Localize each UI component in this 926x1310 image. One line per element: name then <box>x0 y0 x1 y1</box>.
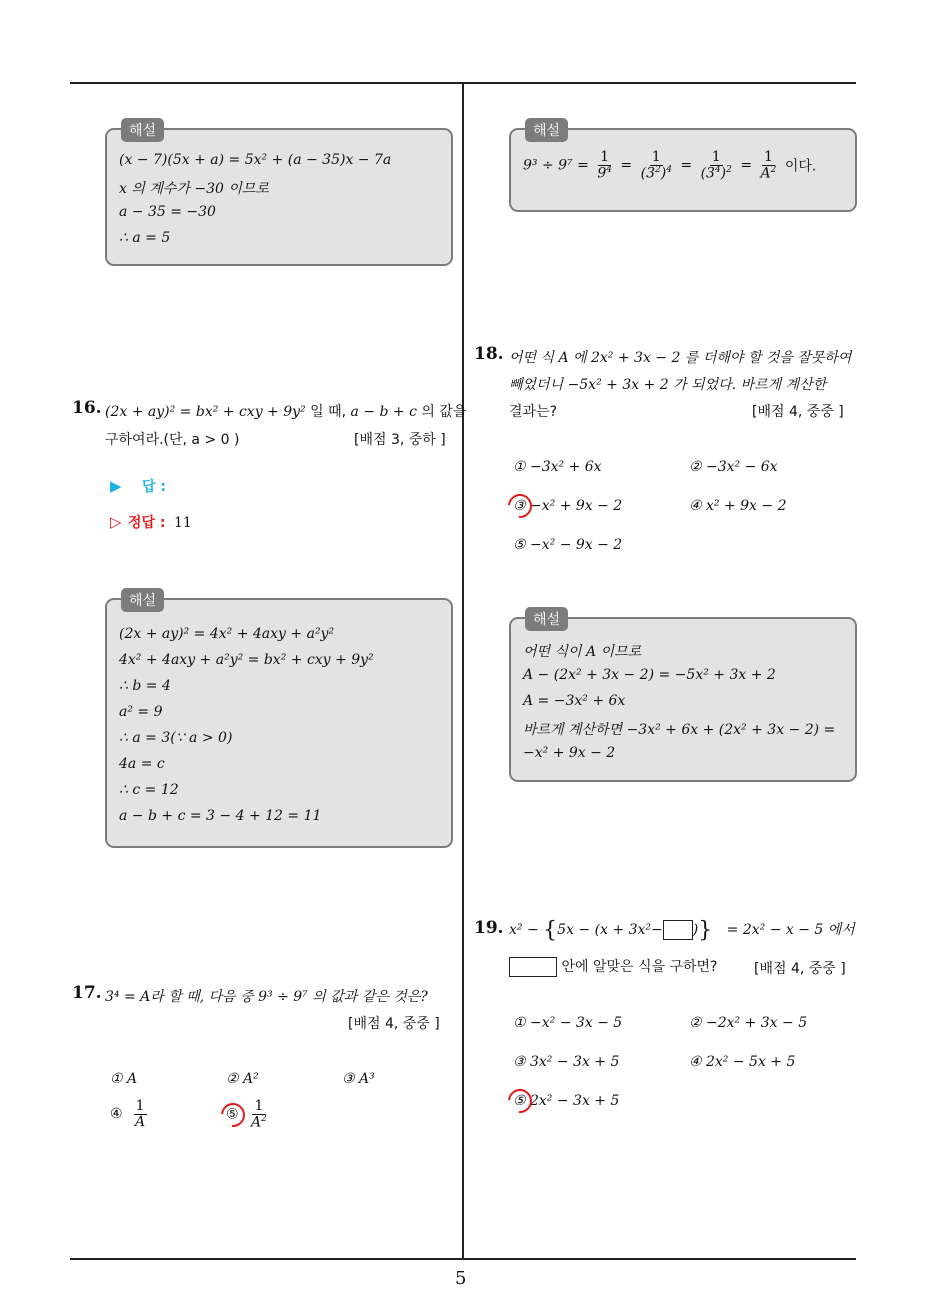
blank-box <box>663 920 693 940</box>
selected-answer-circle <box>503 1084 537 1118</box>
solution-box-15 <box>105 123 453 266</box>
solution-line: 어떤 식이 A 이므로 <box>523 644 642 660</box>
solution-box-17 <box>509 123 857 212</box>
bottom-rule <box>70 1258 856 1260</box>
question-text-line1: x² − {5x − (x + 3x²− )} = 2x² − x − 5 에서 <box>509 918 855 943</box>
play-icon: ▶ <box>110 477 122 495</box>
points-label: [배점 3, 중하 ] <box>354 432 446 448</box>
solution-line: (2x + ay)² = 4x² + 4axy + a²y² <box>119 626 335 642</box>
solution-line: a − b + c = 3 − 4 + 12 = 11 <box>119 808 322 824</box>
fraction-1-over-A: $\frac{1}{A}$ <box>135 1098 146 1130</box>
question-number: 16. <box>72 398 102 418</box>
solution-line: (x − 7)(5x + a) = 5x² + (a − 35)x − 7a <box>119 152 392 168</box>
blank-box <box>509 957 557 977</box>
solution-line: −x² + 9x − 2 <box>523 745 616 761</box>
answer-label: 답 : <box>142 479 166 495</box>
selected-answer-circle <box>503 489 537 523</box>
solution-line: 4x² + 4axy + a²y² = bx² + cxy + 9y² <box>119 652 374 668</box>
triangle-outline-icon: ▷ <box>110 513 122 531</box>
question-number: 17. <box>72 983 102 1003</box>
answer-row <box>110 476 166 496</box>
choice-4[interactable]: ④ $\frac{1}{A}$ <box>110 1098 146 1130</box>
solution-line: a² = 9 <box>119 704 163 720</box>
solution-tag: 해설 <box>121 588 164 612</box>
solution-line: ∴ b = 4 <box>119 678 171 694</box>
choice-2[interactable]: ② −3x² − 6x <box>689 459 778 475</box>
solution-line: 바르게 계산하면 −3x² + 6x + (2x² + 3x − 2) = <box>523 722 836 738</box>
correct-answer-label: 정답 : <box>128 515 166 531</box>
solution-line: A − (2x² + 3x − 2) = −5x² + 3x + 2 <box>523 667 776 683</box>
choice-5[interactable]: ⑤ 2x² − 3x + 5 <box>513 1093 620 1109</box>
solution-line: 4a = c <box>119 756 165 772</box>
choice-5[interactable]: ⑤ −x² − 9x − 2 <box>513 537 623 553</box>
question-text-line2: 구하여라.(단, a > 0 ) <box>105 432 240 448</box>
choice-2[interactable]: ② −2x² + 3x − 5 <box>689 1015 808 1031</box>
correct-answer-row <box>110 512 192 532</box>
solution-tag: 해설 <box>525 607 568 631</box>
choice-1[interactable]: ① −x² − 3x − 5 <box>513 1015 623 1031</box>
question-text: (2x + ay)² = bx² + cxy + 9y² 일 때, a − b + c 의 값을 <box>105 404 467 420</box>
solution-line: x 의 계수가 −30 이므로 <box>119 181 269 197</box>
choice-2[interactable]: ② A² <box>226 1071 259 1087</box>
question-text-line2: 안에 알맞은 식을 구하면? <box>509 956 717 977</box>
solution-tag: 해설 <box>525 118 568 142</box>
correct-answer-value: 11 <box>173 515 192 531</box>
solution-line: ∴ c = 12 <box>119 782 179 798</box>
choice-3[interactable]: ③ −x² + 9x − 2 <box>513 498 623 514</box>
choice-4[interactable]: ④ 2x² − 5x + 5 <box>689 1054 796 1070</box>
question-text-line3: 결과는? <box>509 404 558 420</box>
points-label: [배점 4, 중중 ] <box>752 404 844 420</box>
solution-box-16 <box>105 593 453 848</box>
solution-equation: 9³ ÷ 9⁷ = $\frac{1}{9^4}$ = $\frac{1}{(3^2)^4}$ = $\frac{1}{(3^4)^2}$ = $\frac{1}{A^2}$ 이다. <box>523 149 817 182</box>
solution-tag: 해설 <box>121 118 164 142</box>
choice-3[interactable]: ③ 3x² − 3x + 5 <box>513 1054 620 1070</box>
choice-1[interactable]: ① −3x² + 6x <box>513 459 602 475</box>
choice-5[interactable]: ⑤ $\frac{1}{A^2}$ <box>226 1098 267 1131</box>
question-text-line1: 어떤 식 A 에 2x² + 3x − 2 를 더해야 할 것을 잘못하여 <box>509 350 852 366</box>
choice-4[interactable]: ④ x² + 9x − 2 <box>689 498 787 514</box>
choice-1[interactable]: ① A <box>110 1071 138 1087</box>
solution-line: ∴ a = 5 <box>119 230 171 246</box>
points-label: [배점 4, 중중 ] <box>348 1016 440 1032</box>
question-number: 19. <box>474 918 504 938</box>
column-divider <box>462 84 464 1259</box>
page-number: 5 <box>455 1268 467 1289</box>
solution-line: a − 35 = −30 <box>119 204 216 220</box>
solution-line: ∴ a = 3(∵ a > 0) <box>119 730 233 746</box>
fraction-1-over-A-squared: $\frac{1}{A^2}$ <box>251 1098 267 1131</box>
solution-box-18 <box>509 612 857 782</box>
question-text: 3⁴ = A라 할 때, 다음 중 9³ ÷ 9⁷ 의 값과 같은 것은? <box>105 989 428 1005</box>
question-number: 18. <box>474 344 504 364</box>
choice-3[interactable]: ③ A³ <box>342 1071 375 1087</box>
question-text-line2: 빼었더니 −5x² + 3x + 2 가 되었다. 바르게 계산한 <box>509 377 827 393</box>
points-label: [배점 4, 중중 ] <box>754 961 846 977</box>
solution-line: A = −3x² + 6x <box>523 693 626 709</box>
